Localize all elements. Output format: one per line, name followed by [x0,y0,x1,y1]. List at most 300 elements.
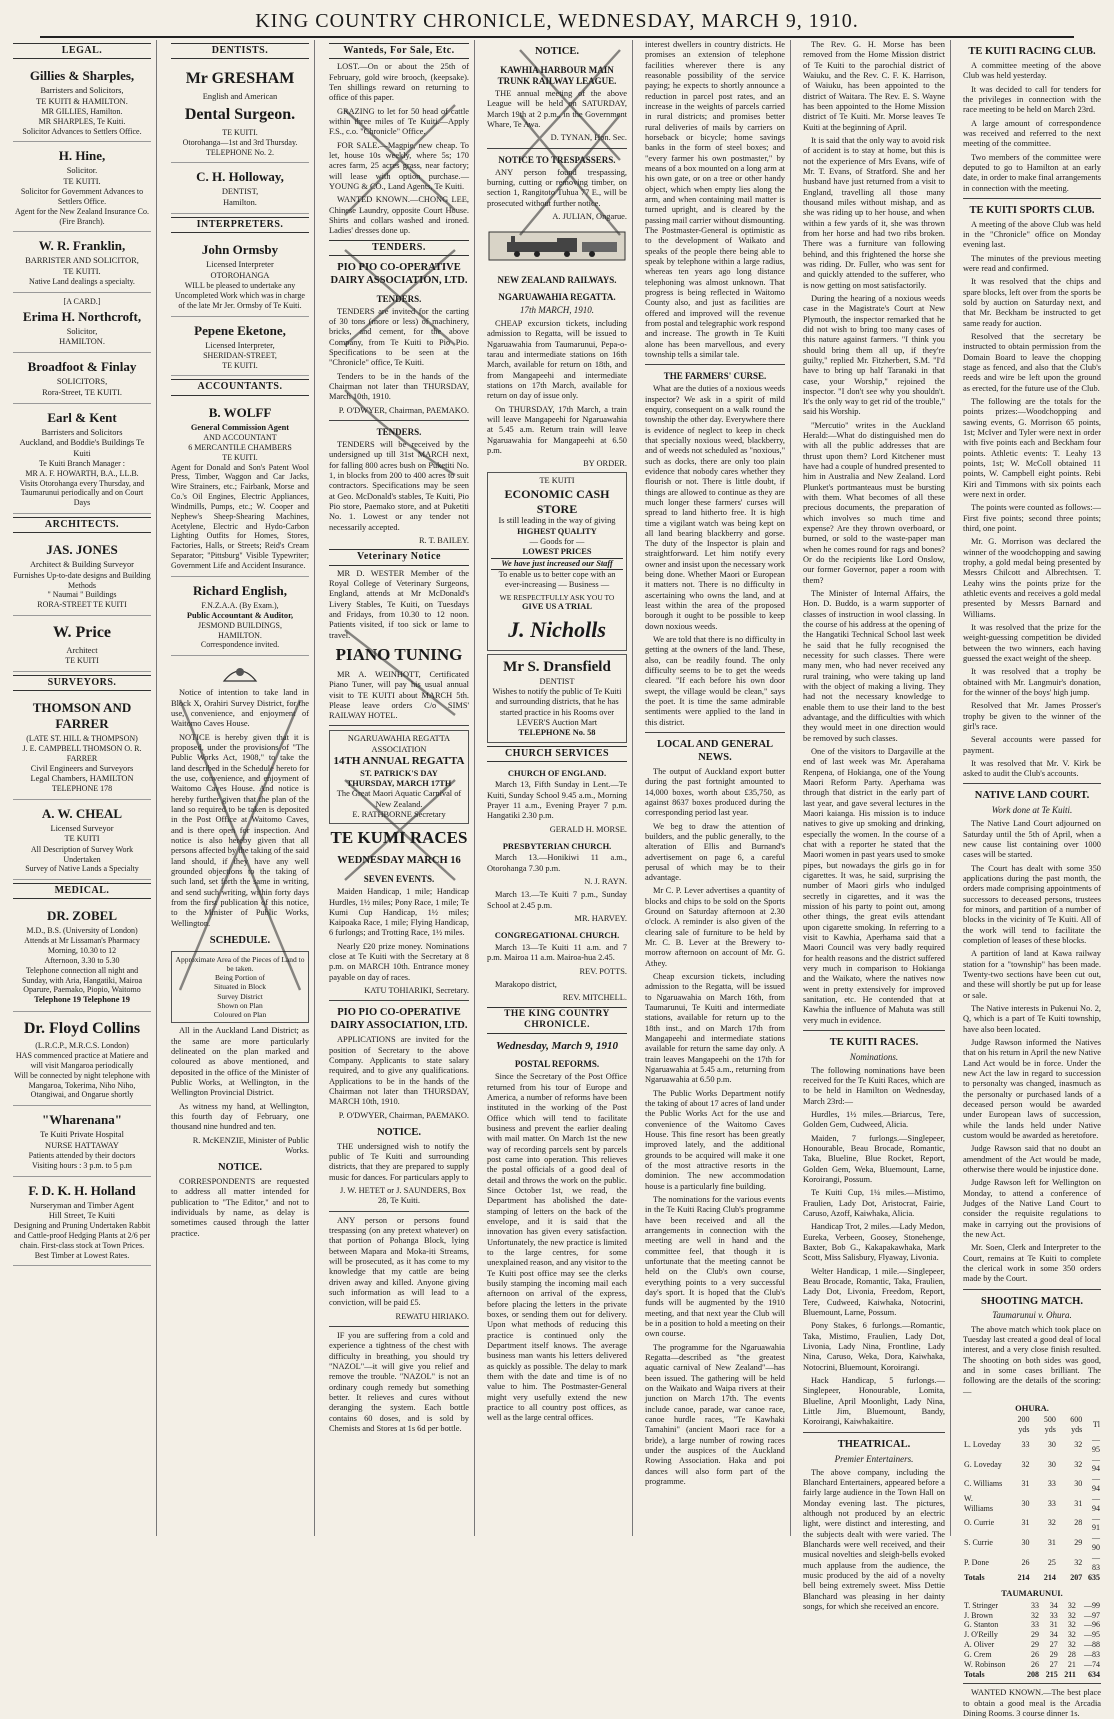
score-cell: 28 [1074,1518,1083,1528]
score-cell: —94 [1092,1454,1100,1474]
score-row [963,1435,1101,1455]
score-cell: 31 [1021,1479,1030,1489]
dransfield-ad [487,654,627,742]
ad-name: Earl & Kent [47,409,117,425]
score-cell: P. Done [964,1557,989,1567]
ad-line: Visiting hours : 3 p.m. to 5 p.m [32,1160,132,1170]
ad-line: Barristers and Solicitors, [40,86,124,96]
signature: R. McKENZIE, Minister of Public Works. [192,1135,309,1155]
ad-line: [A CARD.] [63,296,101,306]
score-cell: 32 [1021,1459,1030,1469]
notice-heading: NOTICE. [376,1126,422,1138]
ad-line: TELEPHONE No. 2. [206,147,274,157]
ad-thomson-farrer [13,694,151,800]
te-kumi-races-heading: TE KUMI RACES [330,828,468,848]
ad-line: RORA-STREET TE KUITI [37,600,127,610]
score-cell: 29 [1030,1630,1039,1640]
ad-line: OTOROHANGA [210,270,270,280]
section-heading-architects: ARCHITECTS. [13,517,151,533]
masthead: KING COUNTRY CHRONICLE, WEDNESDAY, MARCH 9, 1910. [40,6,1074,38]
signature: GERALD H. MORSE. [549,824,627,834]
store-line: Is still leading in the way of giving [498,516,616,526]
ad-line: Te Kuiti Branch Manager : [38,458,126,468]
section-heading-church: CHURCH SERVICES [487,746,627,762]
paragraph: Resolved that the secretary be instructed to obtain permission from the Domain Board to leave the chopping stage as fenced, and also that the Club's reeds and wire be left upon the ground as erected, for the future use of the Club. [963,332,1101,393]
score-row [963,1640,1101,1650]
ad-line: Solicitor for Government Advances to Settlers Office. [20,187,144,206]
public-works-notice [171,659,309,1156]
ad-line: HAMILTON. [218,630,262,640]
score-cell: G. Loveday [964,1459,1002,1469]
ad-jas-jones [13,536,151,616]
paragraph: Notice of intention to take land in Block X, Orahiri Survey District, for the use, convenience, and enjoyment of Waitomo Caves House. [171,688,309,729]
score-cell: 32 [1074,1439,1083,1449]
score-cell: 207 [1070,1572,1083,1582]
ad-name: A. W. CHEAL [41,806,123,822]
ad-line: Licensed Surveyor [50,824,114,834]
paragraph: IF you are suffering from a cold and experience a tightness of the chest with difficulty in breathing, you should try "NAZOL"—it will give you relief and remove the trouble. "NAZOL" is not an ordinary cough remedy but something better. It relieves and cures without deranging the system. Each bottle contains 60 doses, and is sold by Chemists and Stores at 1s 6d per bottle. [329,1331,469,1433]
divider [963,783,1101,784]
paragraph: It was resolved that the prize for the weight-guessing competition be divided between the two winners, each having guessed the exact weight of the sheep. [963,622,1101,663]
ad-line: M.D., B.S. (University of London) [26,926,138,936]
ad-ormsby [171,236,309,316]
paper-title: THE KING COUNTRY CHRONICLE. [487,1007,627,1034]
ad-name: H. Hine, [58,148,106,164]
ad-name: B. WOLFF [208,404,272,420]
score-cell: 32 [1067,1610,1076,1620]
schedule-heading: SCHEDULE. [209,934,271,946]
divider [329,420,469,421]
classified-ad: WANTED KNOWN.—CHONG LEE, Chinese Laundry, opposite Court House. Shirts and collars washed and ironed. Ladies' dresses done up. [329,195,469,236]
paragraph: All in the Auckland Land District; as the same are more particularly delineated on the plan marked and coloured as above mentioned, and deposited in the office of the Minister of Public Works, at Wellington, in the Wellington Provincial District. [171,1026,309,1098]
ad-line: DENTIST, [221,187,259,197]
team-heading: OHURA. [1015,1402,1049,1413]
score-row [963,1611,1101,1621]
ad-line: HAS commenced practice at Matiere and will visit Mangaroa periodically [15,1051,149,1070]
ad-line: Legal Chambers, HAMILTON [30,773,134,783]
paragraph: Pony Stakes, 6 furlongs.—Romantic, Taka, Mistimo, Fraulien, Lady Dot, Livonia, Lady Nina, Frontline, Lady Nina, Caruso, Weka, Dora, Kaiwhaka, Notocrini, Bluemount, Koroirangi. [803,1321,945,1372]
score-cell: Tl [1092,1420,1100,1430]
paragraph: interest dwellers in country districts. He promises an extension of telephone facilities wherever there is any reasonable possibility of the service paying; he expects to shortly announce a reduction in parcel post rates, and an increase in the weights of parcels carried in rural districts; and promises better rural deliveries of mails by carriers on horseback or bicycle; home savings banks in the form of steel boxes; and "every farmer his own postmaster," by means of a box mounted on a long arm at his own gate, or on a tree or other handy object, which when empty lies along the arm, and when containing mail matter is turned upright, and is cleared by the passing mail carrier without dismounting. The Postmaster-General is optimistic as to the development of Waikato and speaks of the people there being able to speak by telephone within a large radius, whereas ten years ago long distance telephoning was almost unknown. That progress is being reflected in Waitomo County also, and just as facilities are offered and improved will the revenue from postal and telegraphic work respond and increase. The growth in Te Kuiti alone has been marvellous, and every township tells a similar tale. [645,40,785,359]
paragraph: Nearly £20 prize money. Nominations close at Te Kuiti with the Secretary at 8 p.m. on MARCH 10th. Entrance money payable on day of races. [329,941,469,982]
ad-name: JAS. JONES [46,542,118,558]
ad-line: WILL be pleased to undertake any Uncompleted Work which was in charge of the late Mr Jer. Ormsby of Te Kuiti. [175,281,305,310]
score-cell: O. Currie [964,1518,995,1528]
schedule-cell: Situated in Block [213,982,267,992]
paragraph: During the hearing of a noxious weeds case in the Magistrate's Court at New Plymouth, the inspector remarked that he did not wish to bring too many cases of this nature against farmers. "I think you should bring them all up, if they're guilty," replied Mr. Fitzherbert, S.M. "I'd have to bring up half Taranaki in that case, your Worship," rejoined the inspector. "I don't see why you shouldn't. It's the only way to get rid of the trouble," said his Worship. [803,293,945,417]
ad-line: BARRISTER AND SOLICITOR, [25,256,139,266]
ad-line: " Naumai " Buildings [47,590,117,600]
score-cell: 34 [1049,1630,1058,1640]
score-cell: —90 [1092,1533,1100,1553]
ad-line: TE KUITI & HAMILTON. [36,96,128,106]
paragraph: We beg to draw the attention of builders, and the public generally, to the alteration of Ellis and Burnand's advertisement on page 6, a careful perusal of which may be to their advantage. [645,821,785,883]
article-subheading: Taumarunui v. Ohura. [992,1310,1072,1321]
paragraph: It was resolved that Mr. V. Kirk be asked to audit the Club's accounts. [963,758,1101,779]
regatta-ad [329,730,469,824]
ad-name: F. D. K. H. Holland [28,1182,136,1198]
store-line: GIVE US A TRIAL [522,601,592,611]
ad-line: SOLICITORS, [56,377,108,387]
paragraph: Hack Handicap, 5 furlongs.—Singlepeer, Honourable, Lomita, Blueline, April Moonlight, Lady Nina, Little Jim, Bluemount, Bandy, Koroirangi, Kaiwhakaitire. [803,1376,945,1427]
paragraph: NOTICE is hereby given that it is proposed, under the provisions of "The Public Works Act, 1908," to take the land described in the Schedule hereto for the use, convenience, and enjoyment of Waitomo Caves House. And notice is hereby further given that the plan of the land so required to be taken is deposited in the Post Office at Waitomo Caves, and is there open for inspection. And notice is also hereby given that all persons affected by the taking of the said land should, if they have any well grounded objections to the taking of such land, set forth the same in writing, and send such writing, within forty days from the first publication of this notice, to the Minister of Public Works, Wellington. [171,732,309,928]
paragraph: A committee meeting of the above Club was held yesterday. [963,60,1101,81]
railways-heading: NEW ZEALAND RAILWAYS. [497,274,617,285]
section-heading-veterinary: Veterinary Notice [329,549,469,565]
paragraph: Marakopo district, [495,979,557,989]
ad-line: MR A. F. HOWARTH, B.A., LL.B. [25,468,139,478]
score-cell: 21 [1067,1659,1076,1669]
paragraph: The points were counted as follows:—First five points; second three points; third, one point. [963,503,1101,533]
store-line: To enable us to better cope with an ever-increasing — Business — [498,569,616,590]
score-cell [963,1415,1004,1435]
races-line: SEVEN EVENTS. [363,874,435,885]
ad-holloway [171,163,309,214]
divider [963,198,1101,199]
paper-date: Wednesday, March 9, 1910 [496,1039,618,1052]
article-heading-racing-club: TE KUITI RACING CLUB. [968,46,1096,57]
ad-line: Attends at Mr Lissaman's Pharmacy [24,936,140,946]
score-cell: 25 [1047,1557,1056,1567]
ad-line: Furnishes Up-to-date designs and Building Methods [13,570,151,590]
ad-line: Morning, 10.30 to 12 [47,946,117,956]
score-cell: —94 [1092,1474,1100,1494]
article-subheading: Premier Entertainers. [834,1453,914,1464]
score-cell: 200 yds [1017,1415,1030,1435]
ad-line: Civil Engineers and Surveyors [30,763,134,773]
score-cell: 33 [1030,1600,1039,1610]
ad-line: TE KUITI. [222,452,258,462]
score-cell: —97 [1084,1610,1100,1620]
score-cell: T. Stringer [964,1600,999,1610]
paragraph: ANY person or persons found trespassing (on any pretext whatever) on that portion of Pohanga Block, lying between Mapara and Moka-iti Streams, will be prosecuted, as it has come to my knowledge that my cattle are being driven away and killed. Anyone giving such information as will lead to a conviction, will be paid £5. [329,1215,469,1308]
schedule-cell: Shown on Plan [217,1000,263,1010]
ad-eketone [171,317,309,377]
paragraph: March 13.—Honikiwi 11 a.m., Otorohanga 7.30 p.m. [487,853,627,873]
ad-line: 6 MERCANTILE CHAMBERS [188,442,292,452]
classified-ad: FOR SALE.—Magpie, new cheap. To let, house 10s weekly, where 5s; 170 acres farm, 25 acres grass, near factory; will lease with option purchase.—YOUNG & CO., Land Agents, Te Kuiti. [329,140,469,191]
railways-date: 17th MARCH, 1910. [520,304,594,315]
ad-name: Mr GRESHAM [185,70,295,88]
score-cell: 28 [1067,1649,1076,1659]
ad-line: F.N.Z.A.A. (By Exam.), [201,600,279,610]
ad-name: Pepene Eketone, [194,322,286,338]
schedule-table [171,951,309,1024]
ad-line: Survey of Native Lands a Specialty [25,864,139,874]
signature: A. JULIAN, Ongarue. [552,212,627,222]
ad-line: Telephone connection all night and Sunday, with Aria, Hangatiki, Mairoa Oparure, Paemako, Piopio, Waitomo [21,965,143,995]
divider [803,1030,945,1031]
schedule-cell: Coloured on Plan [213,1010,267,1020]
tender-heading: PIO PIO CO-OPERATIVE DAIRY ASSOCIATION, LTD. [330,1007,468,1032]
tender-heading: TENDERS. [376,427,422,437]
divider [329,725,469,726]
score-total-row [963,1670,1101,1680]
ad-line: Licensed Interpreter, [205,340,275,350]
paragraph: ANY person found trespassing, burning, cutting or removing timber, on section 1, Rangitoto Tuhua 77 E., will be prosecuted without further notice. [487,167,627,208]
score-cell: J. O'Reilly [964,1630,998,1640]
signature: REV. POTTS. [579,966,627,976]
divider [329,1211,469,1212]
ad-northcroft [13,293,151,353]
church-heading: CHURCH OF ENGLAND. [507,767,607,778]
ad-line: Native Land dealings a specialty. [29,277,135,287]
ad-line: Solicitor Advances to Settlers Office. [22,126,142,136]
score-cell: 31 [1021,1518,1030,1528]
paragraph: The following are the totals for the points prizes:—Woodchopping and sawing events, G. Morrison 65 points, 1st; McIver and Tyler were next in order with five points each and Beckham four points. Athletic events: T. Leahy 13 points, 1st; W. McColl obtained 11 points, W. Campbell eight points. Rebi Kiri and Timmons with six points each were next in order. [963,397,1101,499]
section-heading-interpreters: INTERPRETERS. [171,217,309,233]
paragraph: Mr. Soen, Clerk and Interpreter to the Court, remains at Te Kuiti to complete the clerical work in some 350 orders made by the Court. [963,1243,1101,1284]
score-cell: Totals [964,1572,985,1582]
signature: D. TYNAN, Hon. Sec. [550,133,627,143]
ad-earl-kent [13,404,151,514]
ad-line: Licensed Interpreter [206,260,274,270]
paragraph: As witness my hand, at Wellington, this fourth day of February, one thousand nine hundred and ten. [171,1101,309,1132]
notice-heading: NOTICE. [534,46,580,57]
team-heading: TAUMARUNUI. [1001,1588,1063,1599]
ad-holland [13,1177,151,1267]
ad-line: Patients attended by their doctors [28,1150,136,1160]
article-heading-races: TE KUITI RACES. [829,1036,919,1048]
classified-ad: WANTED KNOWN.—The best place to obtain a good meal is the Arcadia Dining Rooms. 3 course dinner 1s. [963,1688,1101,1719]
ad-line: Afternoon, 3.30 to 5.30 [44,955,120,965]
score-cell: —95 [1092,1434,1100,1454]
ad-gillies-sharples [13,62,151,142]
score-cell: 26 [1021,1557,1030,1567]
schedule-cell: Survey District [217,991,263,1001]
column-5 [640,40,791,1536]
regatta-line: NGARUAWAHIA REGATTA ASSOCIATION [347,734,451,754]
paragraph: It was decided to call for tenders for the privileges in connection with the race meeting to be held on March 23rd. [963,84,1101,115]
ad-line: TE KUITI. [222,360,258,370]
paragraph: The above company, including the Blanchard Entertainers, appeared before a fairly large audience in the Town Hall on Monday evening last. The pictures, although not produced by an electric light, were distinct and interesting, and the subjects dealt with were varied. The Blanchards were well received, and their musical novelties and sleigh-bells evoked much applause from the audience, the music produced by the aid of a novelty bell being extremely sweet. Miss Dettie Blanchard was pleasing in her dainty songs, for which she received an encore. [803,1467,945,1611]
article-heading-shooting-match: SHOOTING MATCH. [981,1295,1083,1307]
ad-line: Public Accountant & Auditor, [186,610,294,620]
score-cell: 32 [1067,1640,1076,1650]
ad-name: Richard English, [193,582,287,598]
score-cell: 32 [1074,1459,1083,1469]
paragraph: Several accounts were passed for payment. [963,735,1101,755]
ad-line: TELEPHONE 178 [51,784,113,794]
ad-line: Auckland, and Boddie's Buildings Te Kuiti [19,438,145,458]
ad-line: TE KUITI [65,655,99,665]
column-4 [482,40,633,1536]
paragraph: Since the Secretary of the Post Office returned from his tour of Europe and America, a number of reforms have been instituted in the working of the Post Office which will tend to facilitate business and prevent the earlier dealing with mail matter. On March 1st the new way of recording parcels sent by parcels post came into operation. This relieves the postal officials of a good deal of detail and throws the work on the public. Since October 1st, we read, the Department has abolished the date-stamping of letters on the back of the envelope, and it is said that the innovation has given every satisfaction. Unfortunately, the new practice is limited to the large centres, for some unexplained reason, and any visitor to the Te Kuiti post office may see the clerks busily stamping the incoming mail each afternoon on arrival of the express, before placing the letters in the private boxes, or sending them out for delivery. Upon what methods of reducing this practice is continued only the Department itself knows. The average business man wants his letters delivered as quickly as possible. The delay to mark them with the date and time is of no value to him. The Postmaster-General might very usefully extend the new practice to all country post offices, as well as the large central offices. [487,1072,627,1423]
store-line: TE KUITI [539,476,575,486]
score-table-ohura [963,1415,1101,1582]
ad-line: (L.R.C.P., M.R.C.S. London) [35,1041,129,1051]
score-cell: Totals [964,1669,985,1679]
score-total-row [963,1573,1101,1583]
ad-line: HAMILTON. [59,336,105,346]
paragraph: Hurdles, 1½ miles.—Briarcus, Tere, Golden Gem, Cudweed, Alicia. [803,1110,945,1130]
paragraph: We are told that there is no difficulty in getting at the owners of the land. These, also, can be readily found. The only difficulty seems to be to get the weeds cleared. "If each before his own door swept, the village would be clean," says the poet. It is time the same admirable sentiments were applied to the land in this district. [645,635,785,727]
signature: P. O'DWYER, Chairman, PAEMAKO. [338,405,469,415]
score-cell: 635 [1088,1572,1100,1582]
score-cell: 32 [1067,1620,1076,1630]
score-table-taumarunui [963,1601,1101,1680]
ad-name: John Ormsby [201,242,279,258]
score-cell: G. Stanton [964,1620,999,1630]
ad-line: Agent for Donald and Son's Patent Wool Press, Timber, Waggon and Car Jacks, Wire Strainers, etc.; Fairbank, Morse and Co.'s Oil Engines, Electric Appliances, Windmills, Pumps, etc.; W. Cooper and Nephew's Sheep-Shearing Machines, Acetylene, Electric and Hydo-Carbon Lighting Outfits for Homes, Stores, Factories, Halls, or Streets; Reid's Cream Separator; "Pittsburg" Visible Typewriter; Government Life and Accident Insurance. [171,462,309,570]
divider [963,1289,1101,1290]
divider [963,1683,1101,1684]
paragraph: Te Kuiti Cup, 1¼ miles.—Mistimo, Fraulien, Lady Dot, Aristocrat, Fairie, Caruso, Azoff, Kaiwhaka, Alicia. [803,1188,945,1219]
ad-w-price [13,616,151,672]
ad-line: Visits Otorohanga every Thursday, and Taumarunui periodically and on Court Days [19,478,145,508]
economic-cash-store-ad [487,472,627,651]
notice-heading: NOTICE. [217,1162,263,1174]
score-cell: W. Robinson [964,1659,1006,1669]
ad-line: Barristers and Solicitors [41,427,123,437]
ad-line: Hamilton. [223,197,257,207]
ad-dr-floyd-collins [13,1012,151,1107]
ad-line: Correspondence invited. [200,640,280,650]
score-cell: J. Brown [964,1610,993,1620]
paragraph: Mr C. P. Lever advertises a quantity of blocks and chips to be sold on the Sports Ground on Saturday afternoon at 2.30 o'clock. A reminder is also given of the clearing sale of furniture to be held by Mr. C. B. Lever at the Brewery to-morrow afternoon on account of Mr. G. Athey. [645,886,785,968]
score-cell: 33 [1021,1439,1030,1449]
score-cell: 32 [1030,1610,1039,1620]
ad-dr-zobel [13,902,151,1011]
article-heading-local-news: LOCAL AND GENERAL NEWS. [656,739,774,763]
signature: KATU TOHIARIKI, Secretary. [364,986,469,996]
paragraph: The programme for the Ngaruawahia Regatta—described as "the greatest aquatic carnival of New Zealand"—has been issued. The gathering will be held on the Waikato and Waipa rivers at their junction on March 17th. The events include canoe, parade, war canoe race, canoe hurdle races, "Te Kawhaki Tamahini" (ancient Maori race for a bride), a large number of rowing races under the auspices of the Auckland Rowing Association. Haka and poi dances will also form part of the programme. [645,1342,785,1486]
score-cell: 30 [1021,1538,1030,1548]
paragraph: CHEAP excursion tickets, including admission to Regatta, will be issued to Ngaruawahia from Taumarunui, Pepa-o-tarau and intermediate stations on 16th March, available for return on 18th, and from Mangapeehi and intermediate stations on 17th March, available for return on day of issue only. [487,318,627,401]
store-line: We have just increased our Staff [491,558,623,570]
article-subheading: Work done at Te Kuiti. [991,805,1073,816]
paragraph: The Court has dealt with some 350 applications during the past month, the orders made comprising appointments of successors to deceased persons, trustees for minors, and partition of a number of blocks in the vicinity of Te Kuiti. All of the work will tend to facilitate the completion of leases of these blocks. [963,863,1101,946]
score-cell: —91 [1092,1513,1100,1533]
section-heading-surveyors: SURVEYORS. [13,675,151,691]
section-heading-dentists: DENTISTS. [171,43,309,59]
score-cell: 30 [1074,1479,1083,1489]
paragraph: It was resolved that the chips and spare blocks, left over from the sports be sold by auction on Saturday next, and that Mr. Beckham be instructed to get same ready for auction. [963,277,1101,328]
ad-cheal [13,800,151,880]
dentist-line: Wishes to notify the public of Te Kuiti and surrounding districts, that he has started practice in his Rooms over LEVER'S Auction Mart [492,686,622,727]
score-row [963,1553,1101,1573]
ad-name: Erima H. Northcroft, [22,308,142,324]
score-cell: 26 [1030,1659,1039,1669]
ad-line: TE KUITI. [63,266,101,276]
paragraph: Welter Handicap, 1 mile.—Singlepeer, Beau Brocade, Romantic, Taka, Fraulien, Lady Dot, Livonia, Freedom, Report, Tere, Cudweed, Kaiwhaka, Notocrini, Bluemount, Larne, Possum. [803,1266,945,1318]
ad-name: Gillies & Sharples, [29,68,135,84]
store-owner: J. Nicholls [508,617,606,643]
piano-tuning-heading: PIANO TUNING [335,644,463,664]
score-cell: 34 [1049,1600,1058,1610]
score-cell: 27 [1049,1640,1058,1650]
score-cell: 27 [1049,1659,1058,1669]
score-cell: 30 [1047,1439,1056,1449]
paragraph: TENDERS are invited for the carting of 30 tons (more or less) of machinery, bricks, and cement, for the above Company, from Te Kuiti to Pio Pio. Specifications to be seen at the "Chronicle" office, Te Kuiti. [329,306,469,368]
paragraph: Cheap excursion tickets, including admission to the Regatta, will be issued to Ngaruawahia on March 16th, from Taumarunui, Te Kuiti and intermediate stations, available for return up to the 18th inst., and on March 17th from Mangapeehi and intermediate stations available for return the same day only. A train leaves Mangapeehi on the 17th for Ngaruawahia at 5.45 a.m., returning from Ngaruawahia at 6.50 p.m. [645,972,785,1085]
paragraph: The Rev. G. H. Morse has been removed from the Home Mission district of Te Kuiti to the parochial district of Waiuku, and the Rev. C. F. K. Harrison, of Waiuku, has been appointed to the district of Waitara. The Rev. E. S. Wayne has been appointed to the Home Mission district of Te Kuiti. Mr. Morse leaves Te Kuiti at the beginning of April. [803,40,945,132]
score-cell: C. Williams [964,1479,1003,1489]
paragraph: Judge Rawson left for Wellington on Monday, to attend a conference of Judges of the Native Land Court to consider the requisite regulations to make in carrying out the provisions of the new Act. [963,1178,1101,1239]
ad-gresham [171,62,309,163]
ad-line: General Commission Agent [190,422,290,432]
score-cell: —94 [1092,1493,1100,1513]
ad-line: Hill Street, Te Kuiti [48,1210,116,1220]
paragraph: The above match which took place on Tuesday last created a good deal of local interest, and a very close finish resulted. The shooting on both sides was good, and in some cases brilliant. The following are the details of the scoring:— [963,1324,1101,1396]
paragraph: March 13.—Te Kuiti 7 p.m., Sunday School at 2.45 p.m. [487,890,627,910]
paragraph: THE undersigned wish to notify the public of Te Kuiti and surrounding districts, that they are prepared to supply music for dances. For particulars apply to [329,1141,469,1182]
classified-ad: LOST.—On or about the 25th of February, gold wire brooch, (keepsake). Ten shillings reward on returning to office of this paper. [329,62,469,103]
signature: P. O'DWYER, Chairman, PAEMAKO. [338,1110,469,1120]
ad-line: JESMOND BUILDINGS, [197,620,282,630]
ad-line: English and American [202,91,278,101]
score-cell: —95 [1084,1630,1100,1640]
ad-line: TE KUITI. [63,176,101,186]
score-cell: —96 [1084,1620,1100,1630]
score-cell: 32 [1074,1557,1083,1567]
article-heading-theatrical: THEATRICAL. [837,1438,911,1450]
paragraph: MR D. WESTER Member of the Royal College of Veterinary Surgeons, England, attends at Mr McDonald's Livery Stables, Te Kuiti, on Tuesdays and Fridays, from 10.30 to 12 noon. Patients visited, if too sick or lame to travel. [329,568,469,640]
ad-wharenana [13,1106,151,1176]
paragraph: March 13, Fifth Sunday in Lent.—Te Kuiti, Sunday School 9.45 a.m., Morning Prayer 11 a.m., Evening Prayer 7 p.m. Hangatiki 2.30 p.m. [487,780,627,821]
score-cell: 33 [1030,1620,1039,1630]
regatta-line: ST. PATRICK'S DAY [360,768,438,778]
column-1 [8,40,157,1536]
store-line: WE RESPECTFULLY ASK YOU TO [499,592,615,602]
regatta-line: The Great Maori Aquatic Carnival of New Zealand. [336,789,462,809]
ad-line: Architect & Building Surveyor [30,560,134,570]
paragraph: March 13—Te Kuiti 11 a.m. and 7 p.m. Mairoa 11 a.m. Mairoa-hua 2.45. [487,942,627,963]
paragraph: MR A. WEINHOTT, Certificated Piano Tuner, will pay his usual annual visit to TE KUITI about MARCH 5th. Please leave orders C/o SIMS' RAILWAY HOTEL. [329,669,469,721]
signature: R. T. BAILEY. [418,536,469,546]
score-row [963,1620,1101,1630]
ad-line: All Description of Survey Work Undertaken [30,844,134,864]
divider [645,364,785,365]
score-cell: G. Crem [964,1649,992,1659]
ad-name: Dr. Floyd Collins [23,1019,141,1037]
ad-name: C. H. Holloway, [196,169,284,185]
score-cell: 33 [1049,1610,1058,1620]
score-cell: 32 [1067,1600,1076,1610]
regatta-line: THURSDAY, MARCH 17TH [346,778,452,788]
paragraph: The Minister of Internal Affairs, the Hon. D. Buddo, is a warm supporter of classes of instruction in wool classing. In the course of his address at the opening of the Hangatiki Technical School last week he said that he fully recognised the necessity for such classes. There were many men, who had never received any rural training, who were taking up land with the object of making a living. They had not the necessary knowledge to enable them to use their land to the best advantage, and the difficulties with which they would meet in one direction would be removed by such classes. [803,589,945,743]
signature: BY ORDER. [583,459,627,469]
races-date: WEDNESDAY MARCH 16 [337,855,461,867]
signature: REWATU HIRIAKO. [395,1311,469,1321]
ad-line: Nurseryman and Timber Agent [30,1200,134,1210]
tender-subheading: TENDERS. [376,293,422,304]
score-row [963,1514,1101,1534]
score-cell: 33 [1047,1498,1056,1508]
ad-line: Dental Surgeon. [184,106,296,124]
score-cell: 211 [1064,1669,1076,1679]
train-illustration-icon [487,228,627,262]
signature: N. J. RAYN. [584,877,627,887]
score-cell: 29 [1030,1640,1039,1650]
column-6 [798,40,951,1611]
dentist-name: Mr S. Dransfield [503,659,611,676]
score-cell: 29 [1049,1649,1058,1659]
paragraph: The Public Works Department notify the taking of about 17 acres of land under the Public Works Act for the use and convenience of the Waitomo Caves House. This fine resort has been greatly improved lately, and the additional grounds to be acquired will make it one of the most attractive resorts in the dominion. The new accommodation house is a particularly fine building. [645,1088,785,1191]
score-row [963,1601,1101,1611]
score-cell: 31 [1074,1498,1083,1508]
paragraph: "Mercutio" writes in the Auckland Herald:—What do distinguished men do with all the public addresses that are thrust upon them? Lord Kitchener must have had a couple of hundred presented to him in Australia and New Zealand. Lord Plunket's portmanteaus must be bursting with them. What becomes of all these precious documents, the preparation of which involves so much time and expense? Are they thrown overboard, or burned, or sold to the waste-paper man when he comes round for rags and bones? Or do the recipients like Lord Onslow, our former Governor, paper a room with them? [803,420,945,585]
ad-name: W. Price [52,623,112,641]
paragraph: The minutes of the previous meeting were read and confirmed. [963,253,1101,274]
ad-line: Te Kuiti Private Hospital [40,1130,124,1140]
church-heading: CONGREGATIONAL CHURCH. [494,930,620,941]
score-cell: 500 yds [1043,1415,1056,1435]
ad-line: Telephone 19 Telephone 19 [34,995,130,1005]
section-heading-tenders: TENDERS. [329,240,469,256]
divider [645,732,785,733]
article-heading-postal: POSTAL REFORMS. [514,1059,600,1070]
